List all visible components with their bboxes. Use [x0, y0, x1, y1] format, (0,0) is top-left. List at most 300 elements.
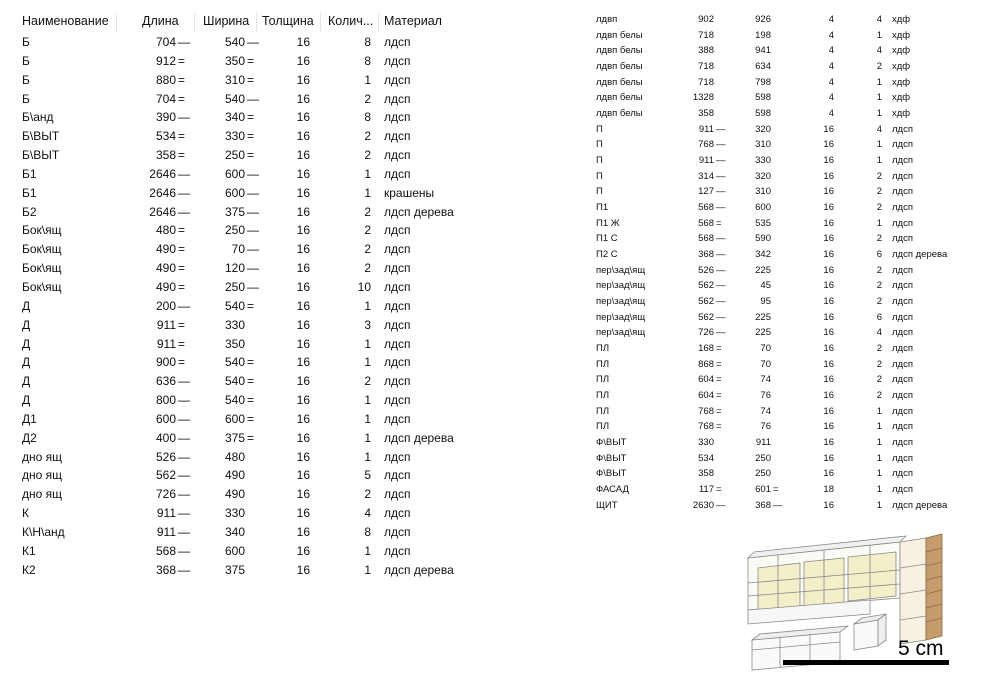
table-row[interactable]	[596, 482, 956, 498]
cell-material: лдсп	[892, 123, 913, 135]
table-row[interactable]	[596, 278, 956, 294]
table-row[interactable]	[596, 466, 956, 482]
table-body-right	[596, 12, 956, 514]
table-row[interactable]	[22, 316, 462, 335]
cell-length: 600	[155, 411, 176, 426]
cell-quantity: 1	[364, 562, 371, 577]
cell-length: 490	[155, 279, 176, 294]
cell-material: лдсп	[384, 129, 411, 144]
cell-quantity: 1	[876, 217, 882, 229]
cell-material: лдсп	[384, 35, 411, 49]
cell-quantity: 1	[876, 437, 882, 449]
table-row[interactable]	[596, 75, 956, 91]
cell-width: 600	[224, 185, 245, 200]
cell-quantity: 8	[364, 35, 371, 49]
cell-quantity: 4	[876, 123, 882, 135]
cell-length: 911	[698, 123, 714, 135]
cell-length-edge-mark: =	[716, 421, 722, 433]
cell-width: 330	[755, 155, 771, 167]
cell-quantity: 1	[876, 76, 882, 88]
cell-name: ПЛ	[596, 358, 610, 370]
cell-name: ЩИТ	[596, 499, 618, 511]
table-row[interactable]	[596, 169, 956, 185]
cell-thickness: 16	[296, 35, 310, 49]
cell-length: 912	[155, 53, 176, 68]
cell-length-edge-mark: —	[178, 35, 190, 49]
table-row[interactable]	[596, 216, 956, 232]
cell-name: дно ящ	[22, 449, 63, 464]
cell-thickness: 16	[296, 449, 310, 464]
cell-width: 120	[224, 261, 245, 276]
cell-material: лдсп	[384, 355, 411, 370]
cell-quantity: 2	[876, 61, 882, 73]
table-row[interactable]	[596, 451, 956, 467]
table-row[interactable]	[22, 52, 462, 71]
cell-length-edge-mark: —	[716, 186, 726, 198]
table-row[interactable]	[596, 357, 956, 373]
cell-material: лдсп	[892, 484, 913, 496]
cell-quantity: 2	[876, 343, 882, 355]
cell-material: лдсп	[384, 393, 411, 408]
cell-width: 540	[224, 91, 245, 106]
table-row[interactable]	[596, 388, 956, 404]
cell-length: 117	[698, 484, 714, 496]
cell-width: 368	[755, 499, 771, 511]
cell-material: лдсп	[384, 449, 411, 464]
table-row[interactable]	[22, 353, 462, 372]
cell-thickness: 16	[296, 185, 310, 200]
parts-table-right	[596, 12, 956, 514]
cell-quantity: 1	[364, 185, 371, 200]
table-row[interactable]	[22, 108, 462, 127]
cell-material: лдсп	[892, 437, 913, 449]
table-row[interactable]	[596, 341, 956, 357]
cell-width: 250	[224, 223, 245, 238]
cell-length-edge-mark: —	[178, 543, 190, 558]
cell-thickness: 16	[296, 72, 310, 87]
cell-length: 900	[155, 355, 176, 370]
cell-quantity: 2	[364, 261, 371, 276]
cell-length-edge-mark: —	[178, 185, 190, 200]
cell-name: Ф\ВЫТ	[596, 437, 627, 449]
cell-material: лдсп	[384, 261, 411, 276]
cell-material: лдсп	[892, 264, 913, 276]
cell-thickness: 4	[828, 29, 834, 41]
cell-thickness: 16	[296, 430, 310, 445]
cell-quantity: 1	[876, 92, 882, 104]
cell-name: ПЛ	[596, 405, 610, 417]
column-divider[interactable]	[378, 13, 379, 31]
table-row[interactable]	[596, 90, 956, 106]
table-row[interactable]	[596, 153, 956, 169]
cell-length: 127	[698, 186, 714, 198]
cell-length-edge-mark: =	[178, 279, 186, 294]
cell-length: 168	[698, 343, 714, 355]
cell-width: 600	[224, 411, 245, 426]
cell-width: 535	[755, 217, 771, 229]
cell-length: 911	[156, 506, 176, 521]
cell-width: 798	[755, 76, 771, 88]
cell-thickness: 4	[828, 108, 834, 120]
table-row[interactable]	[22, 240, 462, 259]
table-row[interactable]	[22, 297, 462, 316]
cell-length-edge-mark: =	[178, 53, 186, 68]
cell-width-edge-mark: —	[247, 166, 259, 181]
cell-length: 1328	[692, 92, 714, 104]
cell-quantity: 4	[876, 327, 882, 339]
cell-width: 310	[224, 72, 245, 87]
cell-width: 540	[224, 35, 245, 49]
cell-quantity: 2	[364, 148, 371, 163]
cell-width: 490	[224, 487, 245, 502]
cell-material: хдф	[892, 92, 911, 104]
cell-quantity: 2	[364, 129, 371, 144]
cell-material: хдф	[892, 61, 911, 73]
cell-length: 2630	[692, 499, 714, 511]
cell-length-edge-mark: =	[178, 72, 186, 87]
cell-length-edge-mark: —	[716, 139, 726, 151]
cell-width: 320	[755, 170, 771, 182]
cell-quantity: 2	[876, 390, 882, 402]
cell-quantity: 10	[357, 279, 371, 294]
table-row[interactable]	[22, 90, 462, 109]
cell-width: 340	[224, 524, 245, 539]
cell-material: лдсп	[892, 421, 913, 433]
cell-material: хдф	[892, 29, 911, 41]
cell-length-edge-mark: —	[716, 311, 726, 323]
cell-quantity: 5	[364, 468, 371, 483]
table-row[interactable]	[596, 184, 956, 200]
cell-name: ПЛ	[596, 390, 610, 402]
cell-width-edge-mark: —	[247, 279, 259, 294]
table-row[interactable]	[596, 200, 956, 216]
table-row[interactable]	[596, 59, 956, 75]
table-body-left	[22, 33, 462, 579]
column-divider[interactable]	[194, 13, 195, 31]
cell-name: Б	[22, 91, 30, 106]
header-width[interactable]: Ширина	[203, 14, 250, 28]
cell-name: Д	[22, 374, 31, 389]
cell-length: 718	[698, 76, 714, 88]
cell-length: 534	[698, 452, 714, 464]
cell-thickness: 16	[296, 148, 310, 163]
table-row[interactable]	[22, 504, 462, 523]
cell-length-edge-mark: =	[716, 374, 722, 386]
table-row[interactable]	[22, 165, 462, 184]
cell-name: пер\зад\ящ	[596, 327, 646, 339]
cell-thickness: 18	[823, 484, 834, 496]
cell-quantity: 4	[876, 45, 882, 57]
table-row[interactable]	[22, 448, 462, 467]
cell-width-edge-mark: =	[247, 374, 255, 389]
column-divider[interactable]	[116, 13, 117, 31]
cell-width: 225	[755, 264, 771, 276]
cell-name: дно ящ	[22, 487, 63, 502]
cell-length: 368	[155, 562, 176, 577]
cell-thickness: 16	[296, 242, 310, 257]
cell-width: 45	[760, 280, 771, 292]
cell-name: Б2	[22, 204, 37, 219]
cell-width-edge-mark: —	[247, 261, 259, 276]
cell-width: 600	[224, 166, 245, 181]
cell-thickness: 16	[823, 452, 834, 464]
cell-width-edge-mark: —	[247, 223, 259, 238]
table-row[interactable]	[596, 404, 956, 420]
cell-width: 70	[231, 242, 245, 257]
cell-length: 726	[155, 487, 176, 502]
cell-quantity: 2	[364, 91, 371, 106]
cell-material: лдсп	[384, 317, 411, 332]
cell-width: 225	[755, 311, 771, 323]
table-row[interactable]	[596, 310, 956, 326]
cell-length-edge-mark: =	[178, 355, 186, 370]
cell-thickness: 16	[296, 374, 310, 389]
column-divider[interactable]	[320, 13, 321, 31]
cell-name: лдвп белы	[596, 108, 643, 120]
table-row[interactable]	[22, 127, 462, 146]
cell-width-edge-mark: —	[773, 499, 783, 511]
table-row[interactable]	[22, 372, 462, 391]
table-row[interactable]	[22, 203, 462, 222]
cell-length-edge-mark: =	[178, 336, 186, 351]
cell-thickness: 4	[828, 92, 834, 104]
cell-width: 926	[755, 14, 771, 25]
table-row[interactable]	[596, 43, 956, 59]
cell-name: П2 С	[596, 249, 618, 261]
cell-name: пер\зад\ящ	[596, 280, 646, 292]
table-row[interactable]	[22, 184, 462, 203]
cell-thickness: 16	[823, 343, 834, 355]
cell-material: лдсп	[384, 242, 411, 257]
cell-name: П	[596, 123, 603, 135]
cell-material: лдсп	[384, 411, 411, 426]
table-row[interactable]	[596, 231, 956, 247]
cell-thickness: 16	[296, 317, 310, 332]
cell-quantity: 2	[876, 202, 882, 214]
cell-name: лдвп белы	[596, 29, 643, 41]
header-material[interactable]: Материал	[384, 14, 442, 28]
header-quantity[interactable]: Колич...	[328, 14, 374, 28]
cell-material: лдсп	[892, 170, 913, 182]
cell-material: лдсп	[892, 280, 913, 292]
cell-name: пер\зад\ящ	[596, 296, 646, 308]
table-row[interactable]	[22, 523, 462, 542]
cell-width-edge-mark: =	[247, 72, 255, 87]
cell-length-edge-mark: =	[716, 358, 722, 370]
cell-thickness: 16	[823, 155, 834, 167]
cell-quantity: 1	[876, 484, 882, 496]
cell-thickness: 16	[823, 499, 834, 511]
cell-width: 74	[760, 374, 771, 386]
cell-material: лдсп	[384, 487, 411, 502]
cell-material: лдсп дерева	[384, 562, 454, 577]
cell-quantity: 1	[364, 298, 371, 313]
cell-material: лдсп	[892, 217, 913, 229]
table-row[interactable]	[22, 410, 462, 429]
cell-length-edge-mark: —	[716, 280, 726, 292]
table-row[interactable]	[22, 33, 462, 52]
table-row[interactable]	[596, 325, 956, 341]
cell-length: 726	[698, 327, 714, 339]
table-row[interactable]	[596, 498, 956, 514]
header-name[interactable]: Наименование	[22, 14, 109, 28]
cell-length: 568	[698, 217, 714, 229]
cell-thickness: 16	[296, 110, 310, 125]
table-row[interactable]	[22, 485, 462, 504]
cell-material: лдсп	[892, 390, 913, 402]
table-row[interactable]	[22, 542, 462, 561]
cell-material: хдф	[892, 14, 911, 25]
cell-name: П	[596, 139, 603, 151]
cell-length-edge-mark: =	[716, 484, 722, 496]
cell-name: Д	[22, 355, 31, 370]
table-row[interactable]	[22, 71, 462, 90]
cell-width: 70	[760, 343, 771, 355]
cell-width: 598	[755, 108, 771, 120]
cell-name: Б\анд	[22, 110, 54, 125]
table-row[interactable]	[596, 122, 956, 138]
cell-thickness: 16	[823, 374, 834, 386]
cell-width: 540	[224, 355, 245, 370]
table-row[interactable]	[22, 278, 462, 297]
header-thickness[interactable]: Толщина	[262, 14, 314, 28]
cell-width: 320	[755, 123, 771, 135]
cell-length-edge-mark: —	[716, 170, 726, 182]
cell-name: Ф\ВЫТ	[596, 452, 627, 464]
cell-name: лдвп белы	[596, 61, 643, 73]
cell-length-edge-mark: —	[178, 374, 190, 389]
cell-length: 562	[698, 311, 714, 323]
cell-material: хдф	[892, 76, 911, 88]
cell-material: лдсп дерева	[384, 430, 454, 445]
cell-length-edge-mark: —	[716, 155, 726, 167]
cell-name: лдвп	[596, 14, 618, 25]
scale-label: 5 cm	[898, 637, 944, 660]
cell-material: лдсп	[892, 139, 913, 151]
cell-thickness: 16	[823, 468, 834, 480]
cell-thickness: 16	[296, 298, 310, 313]
cell-material: лдсп	[384, 468, 411, 483]
cell-width: 74	[760, 405, 771, 417]
cell-thickness: 16	[296, 91, 310, 106]
cell-material: лдсп	[384, 524, 411, 539]
cell-quantity: 8	[364, 53, 371, 68]
table-row[interactable]	[596, 294, 956, 310]
cell-length: 526	[698, 264, 714, 276]
cell-thickness: 16	[823, 327, 834, 339]
cell-quantity: 2	[876, 233, 882, 245]
cell-thickness: 4	[828, 61, 834, 73]
cell-length-edge-mark: —	[178, 110, 190, 125]
cell-width: 340	[224, 110, 245, 125]
cell-length: 562	[698, 296, 714, 308]
cell-length-edge-mark: —	[716, 202, 726, 214]
table-row[interactable]	[22, 259, 462, 278]
header-length[interactable]: Длина	[142, 14, 179, 28]
cell-thickness: 16	[823, 437, 834, 449]
cell-quantity: 1	[876, 108, 882, 120]
cell-length-edge-mark: —	[178, 298, 190, 313]
cell-length-edge-mark: —	[178, 487, 190, 502]
cell-material: лдсп	[384, 336, 411, 351]
cell-quantity: 1	[876, 499, 882, 511]
table-row[interactable]	[22, 429, 462, 448]
cell-width: 330	[224, 506, 245, 521]
cell-thickness: 16	[823, 311, 834, 323]
cell-quantity: 1	[364, 449, 371, 464]
cell-width-edge-mark: —	[247, 35, 259, 49]
cell-width: 225	[755, 327, 771, 339]
cell-width: 600	[755, 202, 771, 214]
cell-material: лдсп	[384, 53, 411, 68]
table-row[interactable]	[22, 335, 462, 354]
cell-thickness: 16	[823, 217, 834, 229]
cell-thickness: 16	[823, 123, 834, 135]
cell-material: лдсп	[892, 202, 913, 214]
cell-length: 604	[698, 374, 714, 386]
cell-material: лдсп	[892, 311, 913, 323]
table-row[interactable]	[596, 12, 956, 28]
cell-length-edge-mark: —	[178, 430, 190, 445]
cell-length: 314	[698, 170, 714, 182]
table-row[interactable]	[596, 106, 956, 122]
cell-quantity: 6	[876, 311, 882, 323]
cell-width: 198	[755, 29, 771, 41]
table-row[interactable]	[22, 146, 462, 165]
cell-material: лдсп	[384, 506, 411, 521]
cell-quantity: 1	[364, 393, 371, 408]
cell-quantity: 2	[876, 358, 882, 370]
table-row[interactable]	[596, 435, 956, 451]
cell-length: 330	[698, 437, 714, 449]
cell-material: лдсп	[384, 166, 411, 181]
cell-length: 2646	[149, 166, 176, 181]
table-row[interactable]	[596, 263, 956, 279]
cell-thickness: 16	[823, 264, 834, 276]
cell-material: лдсп	[892, 233, 913, 245]
cell-thickness: 16	[296, 543, 310, 558]
cell-length: 568	[698, 233, 714, 245]
table-row[interactable]	[22, 466, 462, 485]
table-row[interactable]	[22, 221, 462, 240]
cell-length: 480	[155, 223, 176, 238]
cell-length: 704	[155, 35, 176, 49]
cell-quantity: 1	[876, 139, 882, 151]
cell-thickness: 16	[296, 468, 310, 483]
cell-thickness: 16	[823, 202, 834, 214]
cell-quantity: 4	[876, 14, 882, 25]
table-row[interactable]	[596, 28, 956, 44]
table-row[interactable]	[596, 137, 956, 153]
table-row[interactable]	[596, 372, 956, 388]
cell-width-edge-mark: =	[247, 298, 255, 313]
column-divider[interactable]	[256, 13, 257, 31]
table-row[interactable]	[22, 391, 462, 410]
cell-material: лдсп	[892, 468, 913, 480]
cell-width-edge-mark: —	[247, 242, 259, 257]
cell-material: лдсп	[892, 452, 913, 464]
cell-length: 880	[155, 72, 176, 87]
cell-length: 768	[698, 405, 714, 417]
cell-name: Д2	[22, 430, 37, 445]
cell-length-edge-mark: =	[716, 217, 722, 229]
cell-length-edge-mark: —	[178, 166, 190, 181]
table-row[interactable]	[596, 247, 956, 263]
cell-name: лдвп белы	[596, 45, 643, 57]
cell-length-edge-mark: =	[178, 129, 186, 144]
table-row[interactable]	[596, 419, 956, 435]
table-row[interactable]	[22, 561, 462, 580]
